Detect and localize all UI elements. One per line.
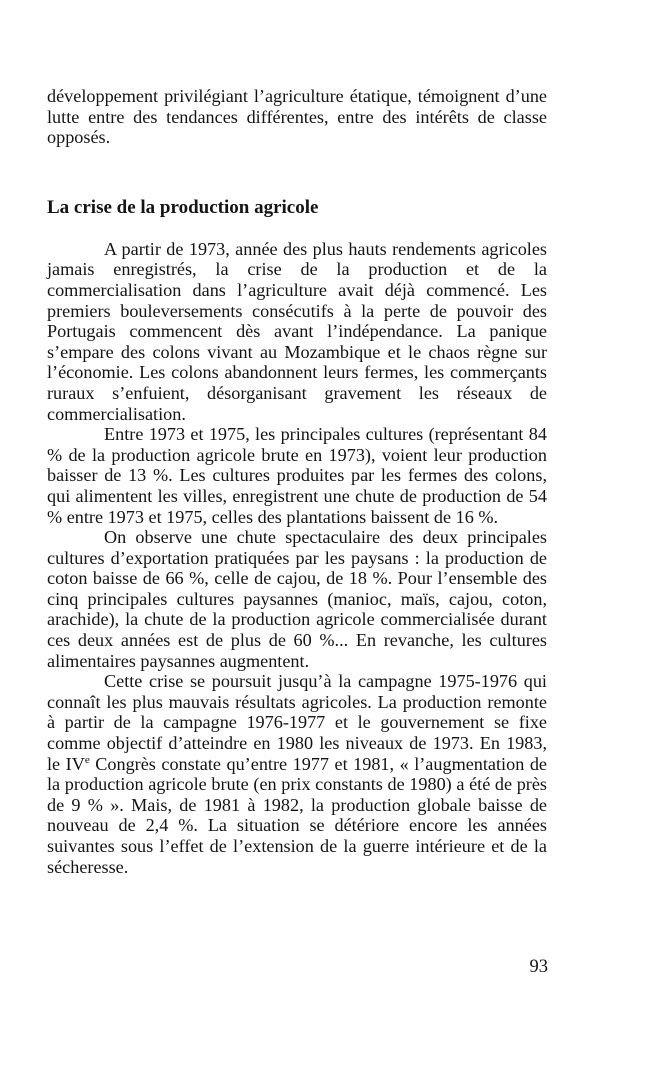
paragraph-4	[47, 671, 547, 877]
paragraph-4-text-b: Congrès constate qu’entre 1977 et 1981, « l’augmentation de la production agricole brute (en prix constants de 1980) a été de près de 9 % ». Mais, de 1981 à 1982, la production globale baisse de nouveau de 2,4 %. La situation se détériore encore les années suivantes sous l’effet de l’extension de la guerre intérieure et de la sécheresse.	[47, 753, 547, 877]
paragraph-2: Entre 1973 et 1975, les principales cultures (représentant 84 % de la production agricole brute en 1973), voient leur production baisser de 13 %. Les cultures produites par les fermes des colons, qui alimentent les villes, enregistrent une chute de production de 54 % entre 1973 et 1975, celles des plantations baissent de 16 %.	[47, 424, 547, 527]
page-number: 93	[529, 957, 548, 977]
paragraph-1: A partir de 1973, année des plus hauts rendements agricoles jamais enregistrés, la crise de la production et de la commercialisation dans l’agriculture avait déjà commencé. Les premiers bouleversements consécutifs à la perte de pouvoir des Portugais commencent dès avant l’indépendance. La panique s’empare des colons vivant au Mozambique et le chaos règne sur l’économie. Les colons abandonnent leurs fermes, les commerçants ruraux s’enfuient, désorganisant gravement les réseaux de commercialisation.	[47, 238, 547, 424]
paragraph-3: On observe une chute spectaculaire des deux principales cultures d’exportation pratiquées par les paysans : la production de coton baisse de 66 %, celle de cajou, de 18 %. Pour l’ensemble des cinq principales cultures paysannes (manioc, maïs, cajou, coton, arachide), la chute de la production agricole commercialisée durant ces deux années est de plus de 60 %... En revanche, les cultures alimentaires paysannes augmentent.	[47, 527, 547, 671]
page-body	[47, 86, 547, 877]
paragraph-4-text-a: Cette crise se poursuit jusqu’à la campagne 1975-1976 qui connaît les plus mauvais résultats agricoles. La production remonte à partir de la campagne 1976-1977 et le gouvernement se fixe comme objectif d’atteindre en 1980 les niveaux de 1973. En 1983, le IV	[47, 671, 547, 774]
ordinal-superscript: e	[84, 753, 90, 766]
intro-paragraph: développement privilégiant l’agriculture étatique, témoignent d’une lutte entre des tendances différentes, entre des intérêts de classe opposés.	[47, 86, 547, 148]
section-heading: La crise de la production agricole	[47, 196, 319, 218]
